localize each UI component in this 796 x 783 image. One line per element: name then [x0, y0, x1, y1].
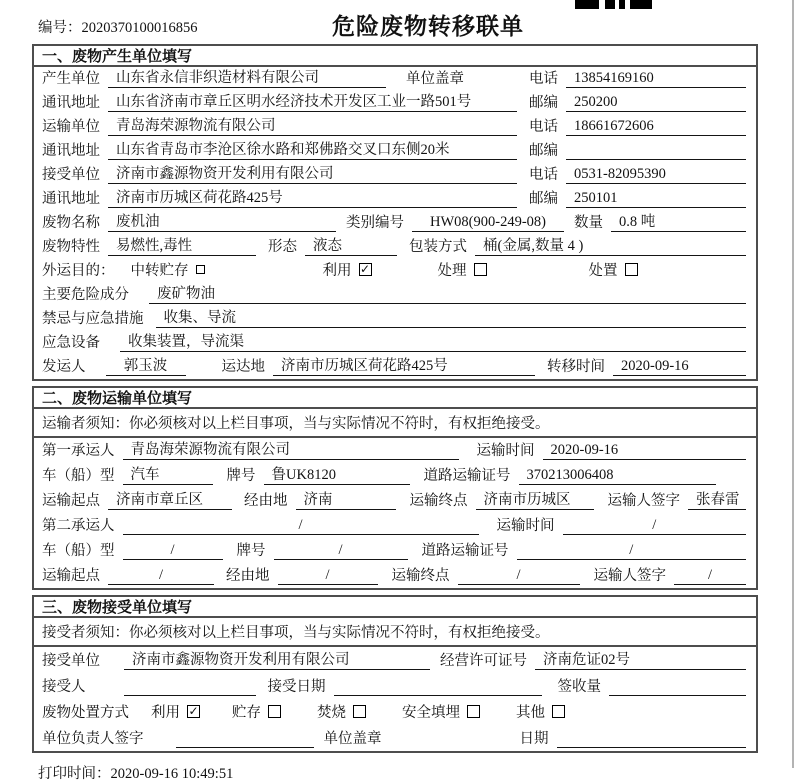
- plate2-value: /: [274, 542, 408, 560]
- receiver-zip-value: 250101: [566, 190, 746, 208]
- route2-end-value: /: [458, 567, 580, 585]
- print-time: [32, 758, 760, 783]
- responsible-sign-row: [34, 725, 756, 751]
- signed-qty-label: 签收量: [557, 679, 601, 695]
- receiver-label: 接受单位: [42, 167, 100, 183]
- route2-row: [34, 563, 756, 588]
- producer-phone-value: 13854169160: [566, 70, 746, 88]
- transfer-purpose-row: [34, 259, 756, 283]
- waste-qty-value: 0.8 吨: [611, 210, 746, 232]
- purpose-option-treat: [438, 259, 487, 280]
- route1-via-label: 经由地: [244, 493, 288, 509]
- route2-via-value: /: [278, 567, 378, 585]
- producer-phone-label: 电话: [529, 71, 558, 87]
- waste-name-label: 废物名称: [42, 215, 100, 231]
- disposal-incinerate-checkbox: [353, 705, 366, 718]
- emergency-equipment-label: 应急设备: [42, 335, 100, 351]
- document-header: [32, 8, 760, 40]
- route1-origin-value: 济南市章丘区: [108, 488, 232, 510]
- purpose-option-storage: [131, 259, 205, 280]
- section-producer: [32, 44, 758, 381]
- treat-option-label: 处理: [437, 263, 467, 279]
- print-time-label: 打印时间：: [38, 766, 111, 782]
- packaging-label: 包装方式: [409, 239, 467, 255]
- receiver-address-label: 通讯地址: [42, 191, 100, 207]
- disposal-other-checkbox: [552, 705, 565, 718]
- receiver-address-value: 济南市历城区荷花路425号: [108, 186, 517, 208]
- waste-traits-row: [34, 235, 756, 259]
- producer-zip-value: 250200: [566, 94, 746, 112]
- page-right-edge: [792, 0, 794, 768]
- disposal-method-row: [34, 699, 756, 725]
- seal-label: 单位盖章: [406, 71, 464, 87]
- packaging-value: 桶(金属,数量 4 ): [475, 234, 746, 256]
- transporter-zip-value: [566, 159, 746, 160]
- hazard-component-label: 主要危险成分: [42, 287, 129, 303]
- section-3-title: 三、废物接受单位填写: [34, 597, 756, 618]
- disposal-store-checkbox: [268, 705, 281, 718]
- waste-name-value: 废机油: [108, 210, 336, 232]
- road-license1-value: 370213006408: [519, 467, 717, 485]
- plate2-label: 牌号: [236, 543, 266, 559]
- waste-category-label: 类别编号: [346, 215, 404, 231]
- carrier2-value: /: [123, 517, 479, 535]
- acceptor-label: 接受人: [42, 679, 86, 695]
- responsible-sign-label: 单位负责人签字: [42, 731, 144, 747]
- destination-value: 济南市历城区荷花路425号: [273, 354, 535, 376]
- utilize-option-label: 利用: [322, 263, 352, 279]
- route1-end-value: 济南市历城区: [476, 488, 594, 510]
- acceptor-row: [34, 673, 756, 699]
- disposal-other-label: 其他: [516, 705, 545, 721]
- route1-via-value: 济南: [296, 488, 396, 510]
- accept-date-label: 接受日期: [267, 679, 326, 695]
- qr-code-fragment: [575, 0, 652, 9]
- serial-number: [38, 16, 198, 37]
- vehicle1-type-value: 汽车: [123, 463, 213, 485]
- transfer-time-value: 2020-09-16: [613, 358, 746, 376]
- carrier1-label: 第一承运人: [42, 443, 115, 459]
- purpose-option-utilize: [323, 259, 372, 280]
- plate1-value: 鲁UK8120: [264, 463, 410, 485]
- disposal-landfill-checkbox: [467, 705, 480, 718]
- vehicle2-type-label: 车（船）型: [42, 543, 115, 559]
- route2-via-label: 经由地: [226, 568, 270, 584]
- route2-origin-value: /: [108, 567, 214, 585]
- waste-traits-label: 废物特性: [42, 239, 100, 255]
- section-receive: [32, 595, 758, 753]
- sign-date-value: [557, 747, 747, 748]
- waste-form-label: 形态: [268, 239, 297, 255]
- receiver-phone-label: 电话: [529, 167, 558, 183]
- receive-unit-row: [34, 647, 756, 673]
- receive-unit-label: 接受单位: [42, 653, 100, 669]
- destination-label: 运达地: [221, 359, 265, 375]
- sign-date-label: 日期: [519, 731, 549, 747]
- route1-sign-value: 张春雷: [688, 488, 746, 510]
- producer-address-label: 通讯地址: [42, 95, 100, 111]
- carrier1-time-label: 运输时间: [476, 443, 535, 459]
- carrier1-time-value: 2020-09-16: [543, 442, 747, 460]
- carrier1-value: 青岛海荣源物流有限公司: [123, 438, 459, 460]
- dispose-option-label: 处置: [588, 263, 618, 279]
- transporter-value: 青岛海荣源物流有限公司: [108, 114, 517, 136]
- route2-origin-label: 运输起点: [42, 568, 100, 584]
- section-transport: [32, 386, 758, 590]
- dispatcher-label: 发运人: [42, 359, 86, 375]
- carrier1-row: [34, 438, 756, 463]
- receiver-zip-label: 邮编: [529, 191, 558, 207]
- dispose-checkbox: [625, 263, 638, 276]
- section-2-title: 二、废物运输单位填写: [34, 388, 756, 409]
- disposal-incinerate-label: 焚烧: [317, 705, 346, 721]
- transporter-row: [34, 115, 756, 139]
- serial-label: 编号：: [38, 20, 82, 36]
- treat-checkbox: [474, 263, 487, 276]
- producer-label: 产生单位: [42, 71, 100, 87]
- road-license2-label: 道路运输证号: [421, 543, 509, 559]
- section-1-title: 一、废物产生单位填写: [34, 46, 756, 67]
- producer-address-value: 山东省济南市章丘区明水经济技术开发区工业一路501号: [108, 90, 517, 112]
- carrier2-time-value: /: [563, 517, 747, 535]
- signed-qty-value: [609, 695, 746, 696]
- operation-license-value: 济南危证02号: [535, 648, 746, 670]
- road-license1-label: 道路运输证号: [423, 468, 511, 484]
- disposal-landfill-label: 安全填埋: [402, 705, 460, 721]
- receive-unit-value: 济南市鑫源物资开发利用有限公司: [124, 648, 430, 670]
- storage-option-label: 中转贮存: [130, 263, 189, 279]
- vehicle1-type-label: 车（船）型: [42, 468, 115, 484]
- unit-seal-label: 单位盖章: [323, 731, 382, 747]
- serial-value: 2020370100016856: [81, 20, 198, 36]
- route2-end-label: 运输终点: [391, 568, 450, 584]
- transfer-time-label: 转移时间: [547, 359, 605, 375]
- disposal-option-incinerate: [317, 701, 366, 722]
- transporter-address-label: 通讯地址: [42, 143, 100, 159]
- hazard-component-value: 废矿物油: [149, 282, 746, 304]
- plate1-label: 牌号: [226, 468, 256, 484]
- route1-end-label: 运输终点: [409, 493, 468, 509]
- transfer-purpose-label: 外运目的：: [42, 263, 115, 279]
- taboo-measures-label: 禁忌与应急措施: [42, 311, 144, 327]
- disposal-method-label: 废物处置方式: [42, 705, 129, 721]
- waste-name-row: [34, 211, 756, 235]
- disposal-option-other: [516, 701, 565, 722]
- storage-checkbox: [196, 265, 205, 274]
- transporter-notice: 运输者须知：你必须核对以上栏目事项，当与实际情况不符时，有权拒绝接受。: [34, 409, 756, 438]
- page-title: 危险废物转移联单: [332, 14, 524, 39]
- dispatcher-value: 郭玉波: [106, 354, 186, 376]
- disposal-utilize-mark: ✓: [188, 703, 199, 718]
- carrier2-row: [34, 513, 756, 538]
- transporter-phone-value: 18661672606: [566, 118, 746, 136]
- producer-row: [34, 67, 756, 91]
- route2-sign-label: 运输人签字: [593, 568, 666, 584]
- disposal-option-landfill: [402, 701, 480, 722]
- receiver-row: [34, 163, 756, 187]
- utilize-checkbox-mark: ✓: [359, 261, 371, 276]
- waste-traits-value: 易燃性,毒性: [108, 234, 256, 256]
- vehicle2-type-value: /: [123, 542, 223, 560]
- receiver-value: 济南市鑫源物资开发利用有限公司: [108, 162, 517, 184]
- receiver-phone-value: 0531-82095390: [566, 166, 746, 184]
- disposal-store-label: 贮存: [232, 705, 261, 721]
- responsible-sign-value: [176, 747, 314, 748]
- waste-qty-label: 数量: [574, 215, 603, 231]
- route1-row: [34, 488, 756, 513]
- transporter-phone-label: 电话: [529, 119, 558, 135]
- disposal-option-store: [232, 701, 281, 722]
- transporter-label: 运输单位: [42, 119, 100, 135]
- emergency-equipment-row: [34, 331, 756, 355]
- carrier2-label: 第二承运人: [42, 518, 115, 534]
- dispatch-row: [34, 355, 756, 379]
- disposal-utilize-label: 利用: [151, 705, 180, 721]
- waste-category-value: HW08(900-249-08): [412, 214, 564, 232]
- route2-sign-value: /: [674, 567, 746, 585]
- receiver-address-row: [34, 187, 756, 211]
- producer-address-row: [34, 91, 756, 115]
- route1-sign-label: 运输人签字: [607, 493, 680, 509]
- receiver-notice: 接受者须知：你必须核对以上栏目事项，当与实际情况不符时，有权拒绝接受。: [34, 618, 756, 647]
- route1-origin-label: 运输起点: [42, 493, 100, 509]
- transporter-address-row: [34, 139, 756, 163]
- purpose-option-dispose: [589, 259, 638, 280]
- taboo-measures-value: 收集、导流: [156, 306, 747, 328]
- acceptor-value: [124, 695, 256, 696]
- operation-license-label: 经营许可证号: [440, 653, 527, 669]
- vehicle1-row: [34, 463, 756, 488]
- print-time-value: 2020-09-16 10:49:51: [110, 766, 234, 782]
- carrier2-time-label: 运输时间: [496, 518, 555, 534]
- hazard-component-row: [34, 283, 756, 307]
- accept-date-value: [334, 695, 542, 696]
- utilize-checkbox: [359, 263, 372, 276]
- waste-form-value: 液态: [305, 234, 397, 256]
- emergency-equipment-value: 收集装置，导流渠: [120, 330, 746, 352]
- taboo-measures-row: [34, 307, 756, 331]
- road-license2-value: /: [517, 542, 747, 560]
- producer-zip-label: 邮编: [529, 95, 558, 111]
- disposal-utilize-checkbox: [187, 705, 200, 718]
- transporter-address-value: 山东省青岛市李沧区徐水路和郑佛路交叉口东侧20米: [108, 138, 517, 160]
- disposal-option-utilize: [151, 701, 200, 722]
- vehicle2-row: [34, 538, 756, 563]
- producer-value: 山东省永信非织造材料有限公司: [108, 66, 386, 88]
- transporter-zip-label: 邮编: [529, 143, 558, 159]
